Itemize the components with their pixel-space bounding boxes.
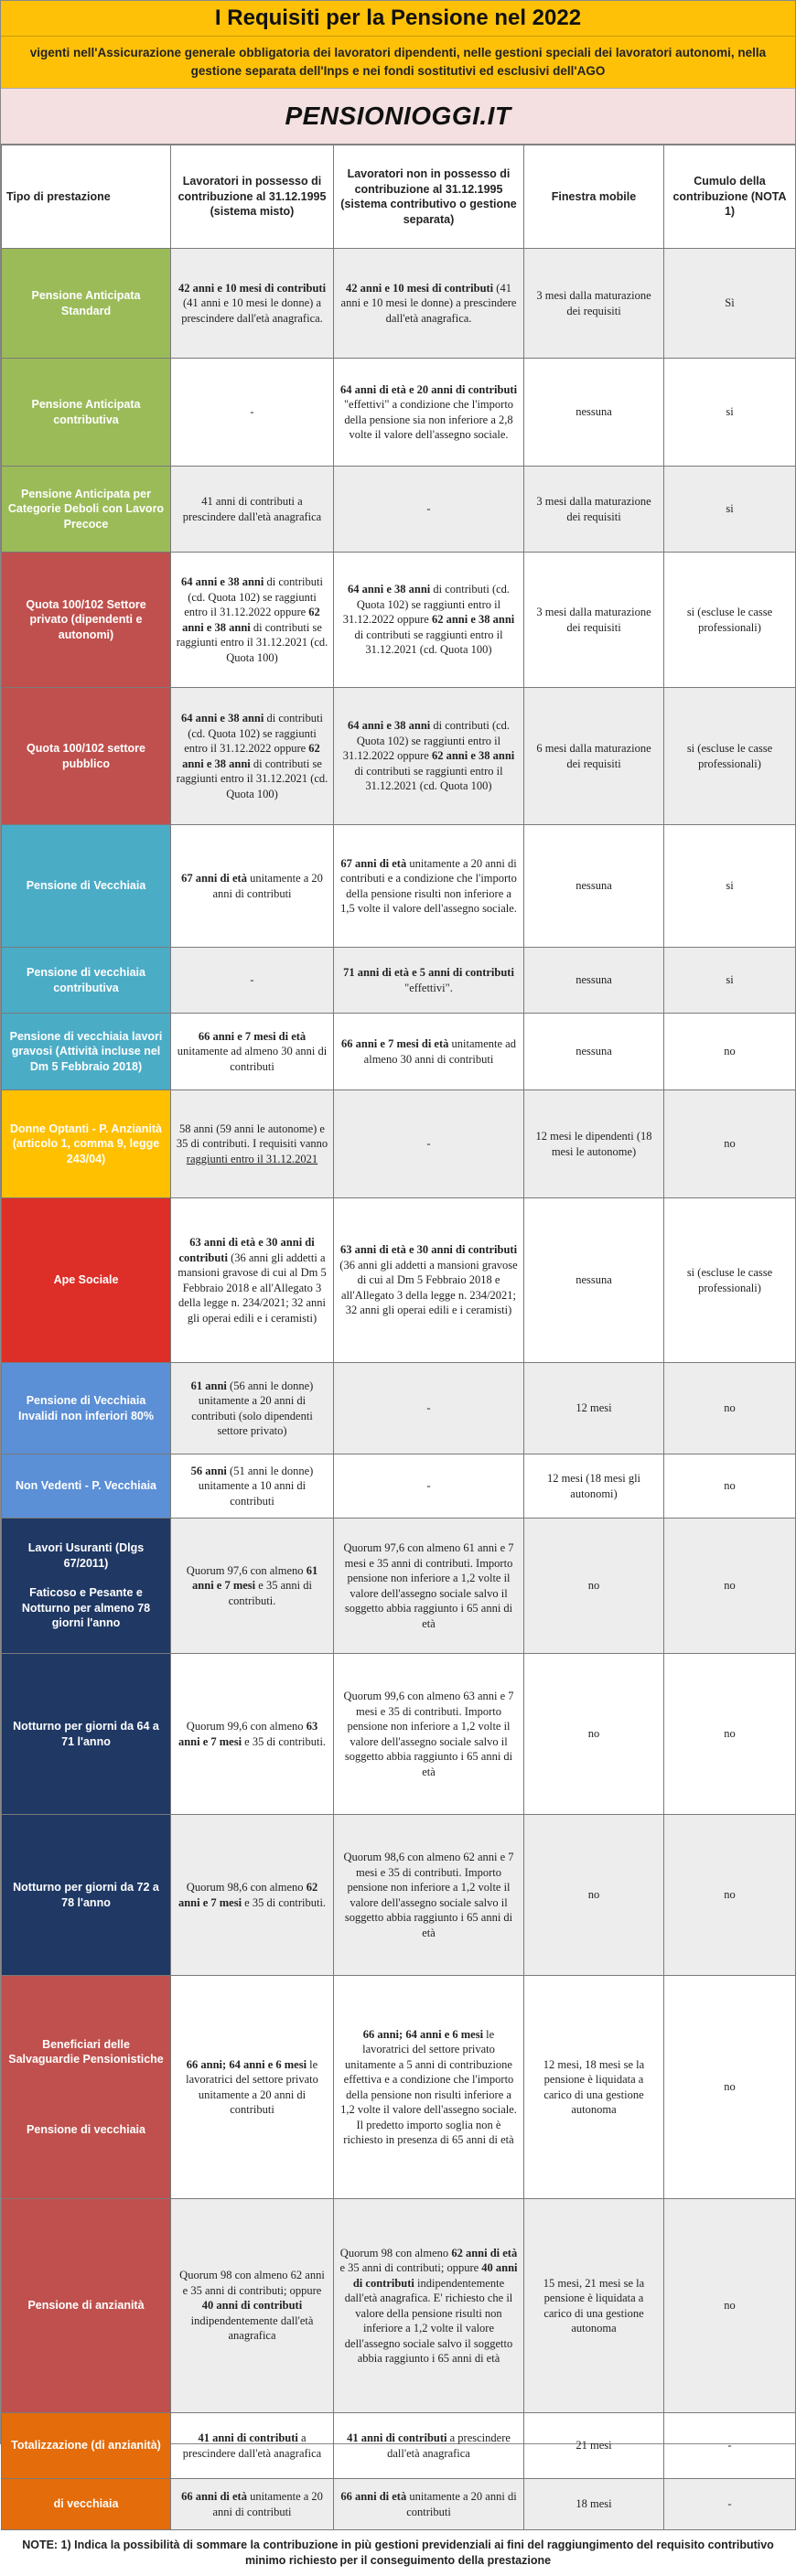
row-type-cell: Pensione Anticipata contributiva [2, 359, 171, 467]
row-type-cell: Pensione Anticipata Standard [2, 249, 171, 359]
table-row [2, 1090, 796, 1198]
cumulo-cell: no [664, 1363, 796, 1454]
finestra-cell: 21 mesi [524, 2413, 664, 2479]
cumulo-cell: si [664, 467, 796, 553]
misto-cell: 66 anni di età unitamente a 20 anni di contributi [171, 2479, 334, 2530]
finestra-cell: nessuna [524, 359, 664, 467]
finestra-cell: no [524, 1654, 664, 1815]
finestra-cell: no [524, 1815, 664, 1976]
page-subtitle: vigenti nell'Assicurazione generale obbligatoria dei lavoratori dipendenti, nelle gestioni speciali dei lavoratori autonomi, nella gestione separata dell'Inps e nei fondi sostitutivi ed esclusivi dell'AGO [1, 37, 795, 89]
cumulo-cell: si (escluse le casse professionali) [664, 1198, 796, 1363]
row-type-cell: Pensione di vecchiaia lavori gravosi (Attività incluse nel Dm 5 Febbraio 2018) [2, 1014, 171, 1090]
misto-cell: Quorum 99,6 con almeno 63 anni e 7 mesi e 35 di contributi. [171, 1654, 334, 1815]
contributivo-cell: - [334, 1363, 524, 1454]
contributivo-cell: Quorum 98 con almeno 62 anni di età e 35 anni di contributi; oppure 40 anni di contributi indipendentemente dall'età anagrafica. E' richiesto che il valore della pensione risulti non inferiore a 1,2 volte il valore dell'assegno sociale salvo il soggetto abbia raggiunto i 65 anni di età [334, 2199, 524, 2413]
table-row [2, 1654, 796, 1815]
table-row [2, 825, 796, 948]
column-header-misto: Lavoratori in possesso di contribuzione al 31.12.1995 (sistema misto) [171, 145, 334, 249]
contributivo-cell: Quorum 99,6 con almeno 63 anni e 7 mesi e 35 di contributi. Importo pensione non inferiore a 1,2 volte il valore dell'assegno sociale salvo il soggetto abbia raggiunto i 65 anni di età [334, 1654, 524, 1815]
finestra-cell: 12 mesi le dipendenti (18 mesi le autonome) [524, 1090, 664, 1198]
contributivo-cell: 67 anni di età unitamente a 20 anni di contributi e a condizione che l'importo della pensione risulti non inferiore a 1,5 volte il valore dell'assegno sociale. [334, 825, 524, 948]
table-row [2, 2479, 796, 2530]
row-type-cell: Pensione di Vecchiaia Invalidi non inferiori 80% [2, 1363, 171, 1454]
table-row [2, 2199, 796, 2413]
table-row [2, 1014, 796, 1090]
misto-cell: 64 anni e 38 anni di contributi (cd. Quota 102) se raggiunti entro il 31.12.2022 oppure 62 anni e 38 anni di contributi se raggiunti entro il 31.12.2021 (cd. Quota 100) [171, 688, 334, 825]
finestra-cell: nessuna [524, 1014, 664, 1090]
cumulo-cell: no [664, 1014, 796, 1090]
misto-cell: 67 anni di età unitamente a 20 anni di contributi [171, 825, 334, 948]
cumulo-cell: si (escluse le casse professionali) [664, 553, 796, 688]
contributivo-cell: 63 anni di età e 30 anni di contributi (36 anni gli addetti a mansioni gravose di cui al Dm 5 Febbraio 2018 e all'Allegato 3 della legge n. 234/2021; 32 anni gli operai edili e i ceramisti) [334, 1198, 524, 1363]
misto-cell: Quorum 98,6 con almeno 62 anni e 7 mesi e 35 di contributi. [171, 1815, 334, 1976]
contributivo-cell: - [334, 1090, 524, 1198]
contributivo-cell: 66 anni di età unitamente a 20 anni di contributi [334, 2479, 524, 2530]
misto-cell: 42 anni e 10 mesi di contributi (41 anni e 10 mesi le donne) a prescindere dall'età anagrafica. [171, 249, 334, 359]
cumulo-cell: Sì [664, 249, 796, 359]
misto-cell: 41 anni di contributi a prescindere dall'età anagrafica [171, 467, 334, 553]
table-header-row [2, 145, 796, 249]
cumulo-cell: no [664, 2199, 796, 2413]
contributivo-cell: - [334, 467, 524, 553]
row-type-cell: Totalizzazione (di anzianità) [2, 2413, 171, 2479]
column-header-finestra: Finestra mobile [524, 145, 664, 249]
table-row [2, 1815, 796, 1976]
row-type-cell: Pensione di vecchiaia contributiva [2, 948, 171, 1014]
finestra-cell: 3 mesi dalla maturazione dei requisiti [524, 249, 664, 359]
cumulo-cell: no [664, 1815, 796, 1976]
finestra-cell: 15 mesi, 21 mesi se la pensione è liquidata a carico di una gestione autonoma [524, 2199, 664, 2413]
row-type-cell: Ape Sociale [2, 1198, 171, 1363]
misto-cell: Quorum 97,6 con almeno 61 anni e 7 mesi e 35 anni di contributi. [171, 1519, 334, 1654]
cumulo-cell: si [664, 948, 796, 1014]
row-type-cell: Pensione di Vecchiaia [2, 825, 171, 948]
page-title: I Requisiti per la Pensione nel 2022 [1, 1, 795, 37]
finestra-cell: 6 mesi dalla maturazione dei requisiti [524, 688, 664, 825]
section-label-salvaguardie: Beneficiari delle Salvaguardie Pensionistiche [8, 2037, 164, 2066]
cumulo-cell: - [664, 2413, 796, 2479]
finestra-cell: 3 mesi dalla maturazione dei requisiti [524, 467, 664, 553]
finestra-cell: nessuna [524, 948, 664, 1014]
row-type-cell: Pensione Anticipata per Categorie Deboli con Lavoro Precoce [2, 467, 171, 553]
cumulo-cell: no [664, 1654, 796, 1815]
misto-cell: - [171, 948, 334, 1014]
finestra-cell: nessuna [524, 1198, 664, 1363]
contributivo-cell: 71 anni di età e 5 anni di contributi "effettivi". [334, 948, 524, 1014]
misto-cell: - [171, 359, 334, 467]
finestra-cell: 3 mesi dalla maturazione dei requisiti [524, 553, 664, 688]
table-row [2, 359, 796, 467]
contributivo-cell: 64 anni e 38 anni di contributi (cd. Quota 102) se raggiunti entro il 31.12.2022 oppure 62 anni e 38 anni di contributi se raggiunti entro il 31.12.2021 (cd. Quota 100) [334, 688, 524, 825]
finestra-cell: 18 mesi [524, 2479, 664, 2530]
contributivo-cell: 64 anni e 38 anni di contributi (cd. Quota 102) se raggiunti entro il 31.12.2022 oppure 62 anni e 38 anni di contributi se raggiunti entro il 31.12.2021 (cd. Quota 100) [334, 553, 524, 688]
table-row [2, 1363, 796, 1454]
row-type-cell: Notturno per giorni da 64 a 71 l'anno [2, 1654, 171, 1815]
footnote: NOTE: 1) Indica la possibilità di sommare la contribuzione in più gestioni previdenziali ai fini del raggiungimento del requisito contributivo minimo richiesto per il conseguimento della prestazione [22, 2538, 774, 2567]
column-header-type: Tipo di prestazione [2, 145, 171, 249]
finestra-cell: 12 mesi [524, 1363, 664, 1454]
row-type-label: Pensione di vecchiaia [27, 2122, 145, 2136]
cumulo-cell: si (escluse le casse professionali) [664, 688, 796, 825]
table-row [2, 1198, 796, 1363]
contributivo-cell: 64 anni di età e 20 anni di contributi "effettivi" a condizione che l'importo della pensione sia non inferiore a 2,8 volte il valore dell'assegno sociale. [334, 359, 524, 467]
row-type-cell: Non Vedenti - P. Vecchiaia [2, 1454, 171, 1519]
table-row [2, 2413, 796, 2479]
cumulo-cell: no [664, 1090, 796, 1198]
row-type-cell: Donne Optanti - P. Anzianità (articolo 1, comma 9, legge 243/04) [2, 1090, 171, 1198]
misto-cell: 66 anni e 7 mesi di età unitamente ad almeno 30 anni di contributi [171, 1014, 334, 1090]
misto-cell: 61 anni (56 anni le donne) unitamente a 20 anni di contributi (solo dipendenti settore privato) [171, 1363, 334, 1454]
row-type-cell: di vecchiaia [2, 2479, 171, 2530]
contributivo-cell: Quorum 98,6 con almeno 62 anni e 7 mesi e 35 di contributi. Importo pensione non inferiore a 1,2 volte il valore dell'assegno sociale salvo il soggetto abbia raggiunto i 65 anni di età [334, 1815, 524, 1976]
table-row [2, 688, 796, 825]
table-row [2, 948, 796, 1014]
row-type-cell: Notturno per giorni da 72 a 78 l'anno [2, 1815, 171, 1976]
contributivo-cell: 66 anni; 64 anni e 6 mesi le lavoratrici del settore privato unitamente a 5 anni di contribuzione effettiva e a condizione che l'importo della pensione non risulti inferiore a 1,2 volte il valore dell'assegno sociale. Il predetto importo soglia non è richiesto in presenza di 65 anni di età [334, 1976, 524, 2199]
cumulo-cell: - [664, 2479, 796, 2530]
misto-cell: 41 anni di contributi a prescindere dall'età anagrafica [171, 2413, 334, 2479]
misto-cell: 64 anni e 38 anni di contributi (cd. Quota 102) se raggiunti entro il 31.12.2022 oppure 62 anni e 38 anni di contributi se raggiunti entro il 31.12.2021 (cd. Quota 100) [171, 553, 334, 688]
table-row [2, 1454, 796, 1519]
row-type-label: Faticoso e Pesante e Notturno per almeno 78 giorni l'anno [21, 1586, 151, 1630]
contributivo-cell: Quorum 97,6 con almeno 61 anni e 7 mesi e 35 anni di contributi. Importo pensione non inferiore a 1,2 volte il valore dell'assegno sociale salvo il soggetto abbia raggiunto i 65 anni di età [334, 1519, 524, 1654]
contributivo-cell: 66 anni e 7 mesi di età unitamente ad almeno 30 anni di contributi [334, 1014, 524, 1090]
column-header-contributivo: Lavoratori non in possesso di contribuzione al 31.12.1995 (sistema contributivo o gestione separata) [334, 145, 524, 249]
cumulo-cell: no [664, 1454, 796, 1519]
misto-cell: 58 anni (59 anni le autonome) e 35 di contributi. I requisiti vanno raggiunti entro il 31.12.2021 [171, 1090, 334, 1198]
misto-cell: 56 anni (51 anni le donne) unitamente a 10 anni di contributi [171, 1454, 334, 1519]
brand-logo: PENSIONIOGGI.IT [1, 89, 795, 145]
finestra-cell: nessuna [524, 825, 664, 948]
finestra-cell: no [524, 1519, 664, 1654]
row-type-cell: Quota 100/102 Settore privato (dipendenti e autonomi) [2, 553, 171, 688]
misto-cell: 66 anni; 64 anni e 6 mesi le lavoratrici del settore privato unitamente a 20 anni di contributi [171, 1976, 334, 2199]
row-type-cell [2, 1976, 171, 2199]
cumulo-cell: no [664, 1519, 796, 1654]
row-type-cell: Pensione di anzianità [2, 2199, 171, 2413]
cumulo-cell: si [664, 359, 796, 467]
finestra-cell: 12 mesi, 18 mesi se la pensione è liquidata a carico di una gestione autonoma [524, 1976, 664, 2199]
table-row [2, 1976, 796, 2199]
requirements-table [1, 145, 796, 2530]
table-row [2, 553, 796, 688]
contributivo-cell: 42 anni e 10 mesi di contributi (41 anni e 10 mesi le donne) a prescindere dall'età anagrafica. [334, 249, 524, 359]
row-type-cell [2, 1519, 171, 1654]
contributivo-cell: - [334, 1454, 524, 1519]
table-row [2, 249, 796, 359]
table-row [2, 1519, 796, 1654]
cumulo-cell: si [664, 825, 796, 948]
section-label-lavori-usuranti: Lavori Usuranti (Dlgs 67/2011) [27, 1541, 145, 1570]
finestra-cell: 12 mesi (18 mesi gli autonomi) [524, 1454, 664, 1519]
misto-cell: 63 anni di età e 30 anni di contributi (36 anni gli addetti a mansioni gravose di cui al Dm 5 Febbraio 2018 e all'Allegato 3 della legge n. 234/2021; 32 anni gli operai edili e i ceramisti) [171, 1198, 334, 1363]
table-row [2, 467, 796, 553]
row-type-cell: Quota 100/102 settore pubblico [2, 688, 171, 825]
contributivo-cell: 41 anni di contributi a prescindere dall'età anagrafica [334, 2413, 524, 2479]
misto-cell: Quorum 98 con almeno 62 anni e 35 anni di contributi; oppure 40 anni di contributi indipendentemente dall'età anagrafica [171, 2199, 334, 2413]
column-header-cumulo: Cumulo della contribuzione (NOTA 1) [664, 145, 796, 249]
cumulo-cell: no [664, 1976, 796, 2199]
